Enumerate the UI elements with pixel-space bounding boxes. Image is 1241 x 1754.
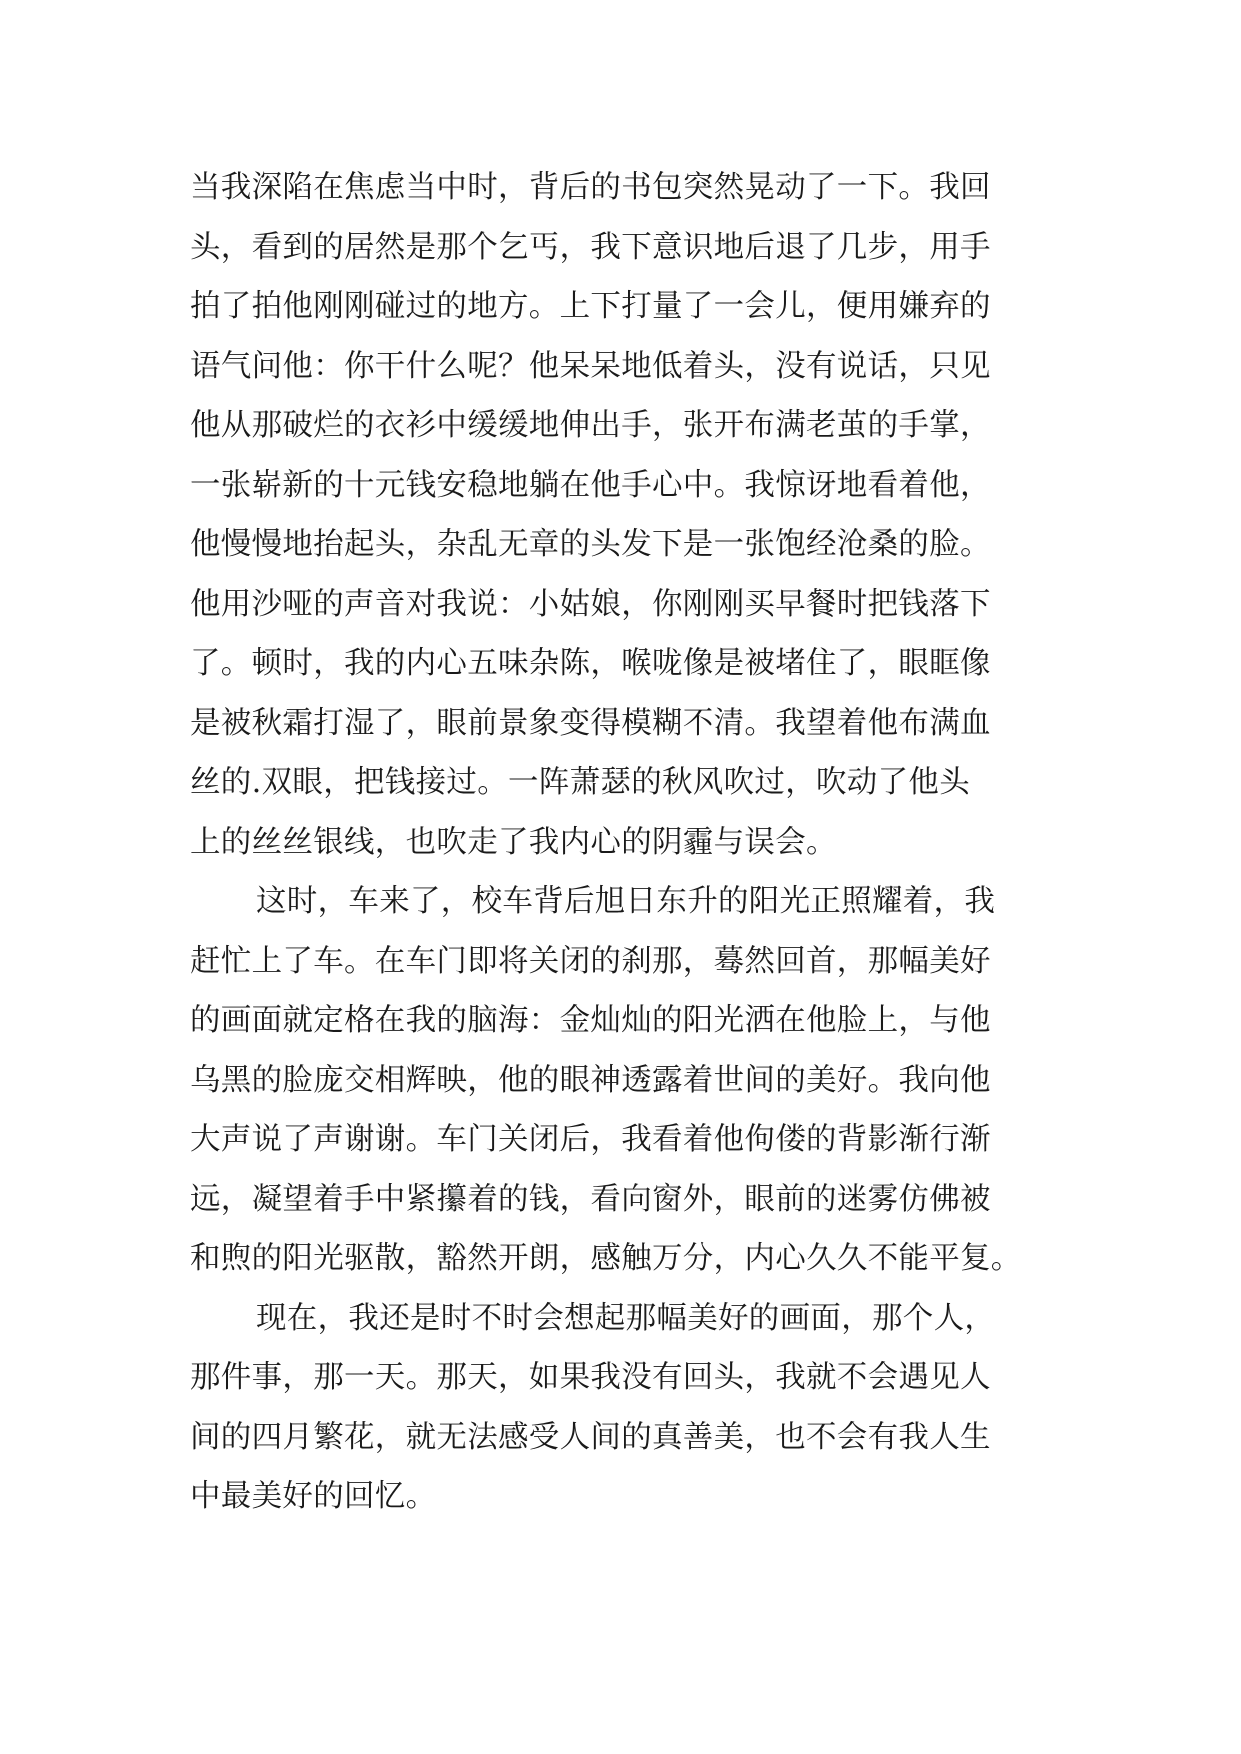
text-line: 和煦的阳光驱散，豁然开朗，感触万分，内心久久不能平复。 [190,1241,1022,1276]
text-line: 语气问他：你干什么呢？他呆呆地低着头，没有说话，只见 [190,348,991,384]
text-line: 他慢慢地抬起头，杂乱无章的头发下是一张饱经沧桑的脸。 [190,527,991,562]
text-line: 他用沙哑的声音对我说：小姑娘，你刚刚买早餐时把钱落下 [190,586,991,622]
text-line: 他从那破烂的衣衫中缓缓地伸出手，张开布满老茧的手掌， [190,408,991,443]
text-line: 了。顿时，我的内心五味杂陈，喉咙像是被堵住了，眼眶像 [190,646,991,681]
paragraph-3 [190,1289,1070,1527]
text-line: 丝的.双眼，把钱接过。一阵萧瑟的秋风吹过，吹动了他头 [190,765,970,800]
text-line: 头，看到的居然是那个乞丐，我下意识地后退了几步，用手 [190,229,991,265]
text-line: 拍了拍他刚刚碰过的地方。上下打量了一会儿，便用嫌弃的 [190,289,991,324]
text-line: 这时，车来了，校车背后旭日东升的阳光正照耀着，我 [256,884,996,919]
text-line: 是被秋霜打湿了，眼前景象变得模糊不清。我望着他布满血 [190,705,991,741]
text-line: 远，凝望着手中紧攥着的钱，看向窗外，眼前的迷雾仿佛被 [190,1181,991,1217]
text-line: 赶忙上了车。在车门即将关闭的刹那，蓦然回首，那幅美好 [190,943,991,979]
text-line: 上的丝丝银线，也吹走了我内心的阴霾与误会。 [190,824,837,860]
text-line: 那件事，那一天。那天，如果我没有回头，我就不会遇见人 [190,1360,991,1395]
paragraph-2 [190,872,1070,1289]
text-line: 的画面就定格在我的脑海：金灿灿的阳光洒在他脸上，与他 [190,1003,991,1038]
text-line: 中最美好的回忆。 [190,1479,437,1514]
text-line: 现在，我还是时不时会想起那幅美好的画面，那个人， [256,1300,996,1336]
essay-body [190,158,1070,1527]
text-line: 乌黑的脸庞交相辉映，他的眼神透露着世间的美好。我向他 [190,1062,991,1098]
text-line: 间的四月繁花，就无法感受人间的真善美，也不会有我人生 [190,1419,991,1455]
paragraph-1 [190,158,1070,872]
text-line: 大声说了声谢谢。车门关闭后，我看着他佝偻的背影渐行渐 [190,1122,991,1157]
text-line: 当我深陷在焦虑当中时，背后的书包突然晃动了一下。我回 [190,170,991,205]
text-line: 一张崭新的十元钱安稳地躺在他手心中。我惊讶地看着他， [190,467,991,503]
